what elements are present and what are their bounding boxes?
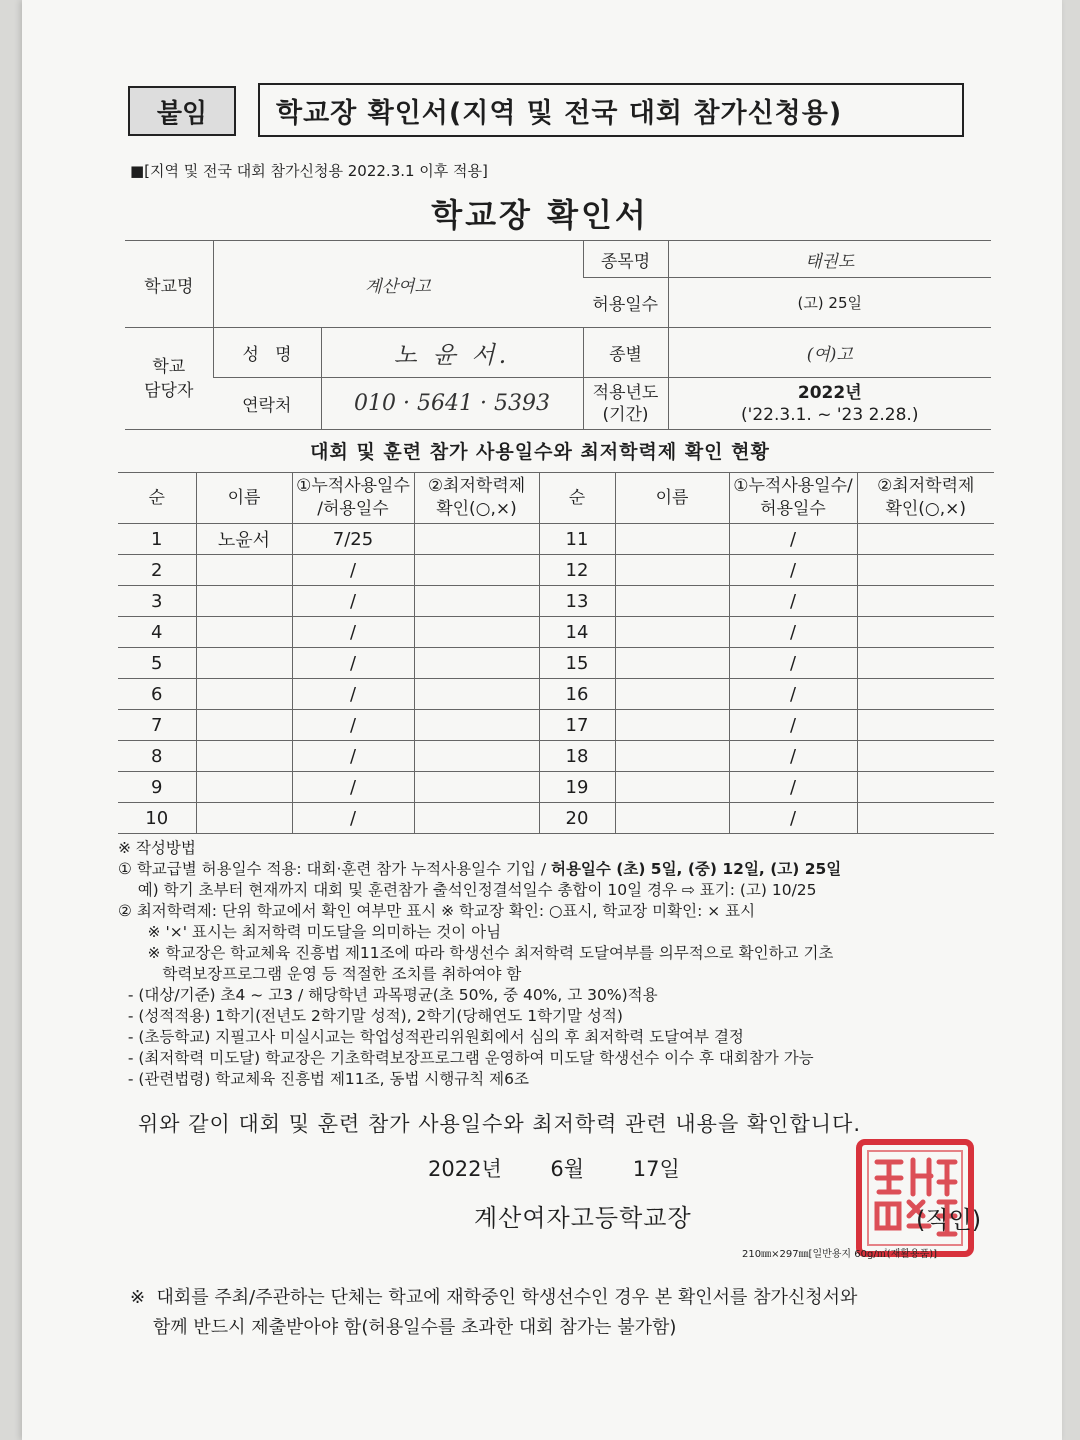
guide-line: ※ 학교장은 학교체육 진흥법 제11조에 따라 학생선수 최저학력 도달여부를 의무적으로 확인하고 기초 bbox=[118, 944, 834, 962]
staff-label: 학교 담당자 bbox=[125, 328, 213, 430]
table-cell-days: / bbox=[292, 586, 414, 617]
table-cell-check bbox=[414, 741, 539, 772]
table-cell-check bbox=[414, 803, 539, 834]
table-cell-no: 20 bbox=[539, 803, 615, 834]
table-cell-check bbox=[857, 772, 994, 803]
table-cell-check bbox=[857, 617, 994, 648]
table-cell-check bbox=[414, 617, 539, 648]
confirmation-statement: 위와 같이 대회 및 훈련 참가 사용일수와 최저학력 관련 내용을 확인합니다. bbox=[138, 1112, 862, 1136]
guide-line: ※ '×' 표시는 최저학력 미도달을 의미하는 것이 아님 bbox=[118, 923, 502, 941]
table-cell-no: 14 bbox=[539, 617, 615, 648]
table-cell-days: / bbox=[292, 772, 414, 803]
contact-label: 연락처 bbox=[213, 378, 321, 430]
footer-notice bbox=[130, 1283, 857, 1343]
contact-value: 010 · 5641 · 5393 bbox=[321, 378, 583, 430]
guide-line: 예) 학기 초부터 현재까지 대회 및 훈련참가 출석인정결석일수 총합이 10일 경우 ⇨ 표기: (고) 10/25 bbox=[118, 881, 817, 899]
table-cell-name bbox=[615, 710, 729, 741]
table-row bbox=[118, 555, 994, 586]
event-value: 태권도 bbox=[668, 241, 991, 278]
table-cell-no: 4 bbox=[118, 617, 196, 648]
table-cell-check bbox=[414, 772, 539, 803]
gender-label: 종별 bbox=[583, 328, 668, 378]
period-value: ('22.3.1. ~ '23 2.28.) bbox=[741, 404, 919, 425]
table-cell-name bbox=[615, 524, 729, 555]
status-table-header bbox=[118, 473, 994, 524]
table-cell-days: / bbox=[292, 710, 414, 741]
header-cell: ①누적사용일수/ 허용일수 bbox=[729, 473, 857, 524]
table-cell-name bbox=[615, 803, 729, 834]
document-title: 학교장 확인서 bbox=[431, 196, 649, 234]
table-row bbox=[118, 710, 994, 741]
table-cell-days: / bbox=[729, 710, 857, 741]
table-cell-days: / bbox=[729, 524, 857, 555]
header-cell: 순 bbox=[539, 473, 615, 524]
table-cell-name bbox=[196, 617, 292, 648]
table-cell-days: / bbox=[729, 772, 857, 803]
table-cell-name bbox=[615, 617, 729, 648]
table-cell-no: 9 bbox=[118, 772, 196, 803]
table-row bbox=[118, 648, 994, 679]
table-cell-name bbox=[615, 741, 729, 772]
guide-line: - (최저학력 미도달) 학교장은 기초학력보장프로그램 운영하여 미도달 학생선수 이수 후 대회참가 가능 bbox=[118, 1049, 814, 1067]
table-cell-name bbox=[615, 555, 729, 586]
guide-line: - (초등학교) 지필고사 미실시교는 학업성적관리위원회에서 심의 후 최저학력 도달여부 결정 bbox=[118, 1028, 744, 1046]
year-cell bbox=[668, 378, 991, 430]
table-cell-no: 11 bbox=[539, 524, 615, 555]
principal-title: 계산여자고등학교장 bbox=[474, 1204, 692, 1232]
table-cell-name bbox=[196, 586, 292, 617]
table-cell-days: / bbox=[292, 679, 414, 710]
table-cell-check bbox=[857, 679, 994, 710]
table-cell-check bbox=[414, 679, 539, 710]
paper-size-note: 210㎜×297㎜[일반용지 60g/㎡(재활용품)] bbox=[742, 1249, 938, 1260]
header-cell: ②최저학력제 확인(○,×) bbox=[414, 473, 539, 524]
guide-line bbox=[118, 859, 998, 880]
table-cell-days: / bbox=[292, 555, 414, 586]
header-cell: 순 bbox=[118, 473, 196, 524]
status-table bbox=[118, 472, 994, 834]
table-cell-no: 19 bbox=[539, 772, 615, 803]
table-cell-no: 8 bbox=[118, 741, 196, 772]
table-cell-no: 17 bbox=[539, 710, 615, 741]
guide-line: - (성적적용) 1학기(전년도 2학기말 성적), 2학기(당해연도 1학기말 성적) bbox=[118, 1007, 623, 1025]
table-row bbox=[118, 772, 994, 803]
footer-line: ※ 대회를 주최/주관하는 단체는 학교에 재학중인 학생선수인 경우 본 확인서를 참가신청서와 bbox=[130, 1287, 858, 1308]
table-cell-check bbox=[857, 710, 994, 741]
official-seal-icon bbox=[855, 1138, 975, 1258]
table-cell-days: / bbox=[292, 617, 414, 648]
info-table bbox=[125, 240, 991, 430]
table-cell-name bbox=[196, 679, 292, 710]
table-cell-check bbox=[857, 741, 994, 772]
table-cell-check bbox=[414, 648, 539, 679]
table-cell-days: / bbox=[729, 679, 857, 710]
table-cell-check bbox=[857, 803, 994, 834]
table-cell-days: / bbox=[729, 741, 857, 772]
table-cell-name bbox=[196, 555, 292, 586]
table-cell-name bbox=[196, 803, 292, 834]
attachment-tag: 붙임 bbox=[128, 86, 236, 136]
table-cell-no: 18 bbox=[539, 741, 615, 772]
footer-line: 함께 반드시 제출받아야 함(허용일수를 초과한 대회 참가는 불가함) bbox=[130, 1317, 677, 1338]
table-cell-no: 10 bbox=[118, 803, 196, 834]
table-cell-check bbox=[414, 524, 539, 555]
status-section-title: 대회 및 훈련 참가 사용일수와 최저학력제 확인 현황 bbox=[310, 441, 770, 463]
table-cell-no: 2 bbox=[118, 555, 196, 586]
table-cell-days: / bbox=[729, 555, 857, 586]
table-cell-check bbox=[857, 648, 994, 679]
school-value: 계산여고 bbox=[213, 241, 583, 328]
seal-label: (직인) bbox=[916, 1206, 982, 1234]
allowed-days-value: (고) 25일 bbox=[668, 278, 991, 328]
guide-line: 학력보장프로그램 운영 등 적절한 조치를 취하여야 함 bbox=[118, 965, 522, 983]
table-cell-check bbox=[857, 524, 994, 555]
table-cell-no: 15 bbox=[539, 648, 615, 679]
table-cell-days: / bbox=[729, 586, 857, 617]
header-cell: ①누적사용일수 /허용일수 bbox=[292, 473, 414, 524]
table-cell-check bbox=[857, 586, 994, 617]
gender-value: (여)고 bbox=[668, 328, 991, 378]
table-cell-no: 5 bbox=[118, 648, 196, 679]
table-cell-days: / bbox=[729, 617, 857, 648]
table-cell-name bbox=[196, 648, 292, 679]
table-cell-days: / bbox=[292, 803, 414, 834]
applicability-notice: ■[지역 및 전국 대회 참가신청용 2022.3.1 이후 적용] bbox=[130, 162, 488, 180]
table-cell-no: 7 bbox=[118, 710, 196, 741]
table-cell-no: 1 bbox=[118, 524, 196, 555]
form-title: 학교장 확인서(지역 및 전국 대회 참가신청용) bbox=[258, 83, 964, 137]
header-cell: 이름 bbox=[615, 473, 729, 524]
guide-line-text: ① 학교급별 허용일수 적용: 대회·훈련 참가 누적사용일수 기입 / bbox=[118, 860, 551, 878]
table-cell-no: 12 bbox=[539, 555, 615, 586]
allowed-days-label: 허용일수 bbox=[583, 278, 668, 328]
guide-heading: ※ 작성방법 bbox=[118, 839, 196, 857]
header-cell: ②최저학력제 확인(○,×) bbox=[857, 473, 994, 524]
event-label: 종목명 bbox=[583, 241, 668, 278]
table-cell-no: 6 bbox=[118, 679, 196, 710]
table-cell-name bbox=[196, 772, 292, 803]
date-year: 2022년 bbox=[428, 1157, 502, 1181]
table-cell-check bbox=[414, 586, 539, 617]
table-cell-name bbox=[196, 710, 292, 741]
guide-line: - (대상/기준) 초4 ~ 고3 / 해당학년 과목평균(초 50%, 중 40%, 고 30%)적용 bbox=[118, 986, 658, 1004]
table-cell-no: 16 bbox=[539, 679, 615, 710]
table-cell-no: 3 bbox=[118, 586, 196, 617]
table-row bbox=[118, 586, 994, 617]
table-cell-name bbox=[196, 741, 292, 772]
table-cell-check bbox=[414, 710, 539, 741]
table-cell-name bbox=[615, 772, 729, 803]
table-cell-name bbox=[615, 679, 729, 710]
table-row bbox=[118, 741, 994, 772]
guide-line: ② 최저학력제: 단위 학교에서 확인 여부만 표시 ※ 학교장 확인: ○표시, 학교장 미확인: × 표시 bbox=[118, 902, 756, 920]
table-row bbox=[118, 617, 994, 648]
table-cell-name: 노윤서 bbox=[196, 524, 292, 555]
table-cell-check bbox=[414, 555, 539, 586]
year-value: 2022년 bbox=[797, 382, 862, 403]
table-cell-days: / bbox=[729, 648, 857, 679]
table-cell-name bbox=[615, 648, 729, 679]
table-cell-name bbox=[615, 586, 729, 617]
writing-guide bbox=[118, 838, 998, 1090]
issue-date bbox=[428, 1153, 722, 1183]
date-day: 17일 bbox=[632, 1157, 680, 1181]
date-month: 6월 bbox=[550, 1157, 585, 1181]
year-label: 적용년도 (기간) bbox=[583, 378, 668, 430]
table-cell-no: 13 bbox=[539, 586, 615, 617]
table-cell-days: 7/25 bbox=[292, 524, 414, 555]
table-row bbox=[118, 679, 994, 710]
table-cell-days: / bbox=[292, 741, 414, 772]
guide-line-bold: 허용일수 (초) 5일, (중) 12일, (고) 25일 bbox=[550, 860, 842, 878]
header-cell: 이름 bbox=[196, 473, 292, 524]
table-row bbox=[118, 803, 994, 834]
name-label: 성 명 bbox=[213, 328, 321, 378]
table-cell-days: / bbox=[729, 803, 857, 834]
name-value: 노 윤 서. bbox=[321, 328, 583, 378]
guide-line: - (관련법령) 학교체육 진흥법 제11조, 동법 시행규칙 제6조 bbox=[118, 1070, 529, 1088]
table-row bbox=[118, 524, 994, 555]
school-label: 학교명 bbox=[125, 241, 213, 328]
table-cell-check bbox=[857, 555, 994, 586]
table-cell-days: / bbox=[292, 648, 414, 679]
